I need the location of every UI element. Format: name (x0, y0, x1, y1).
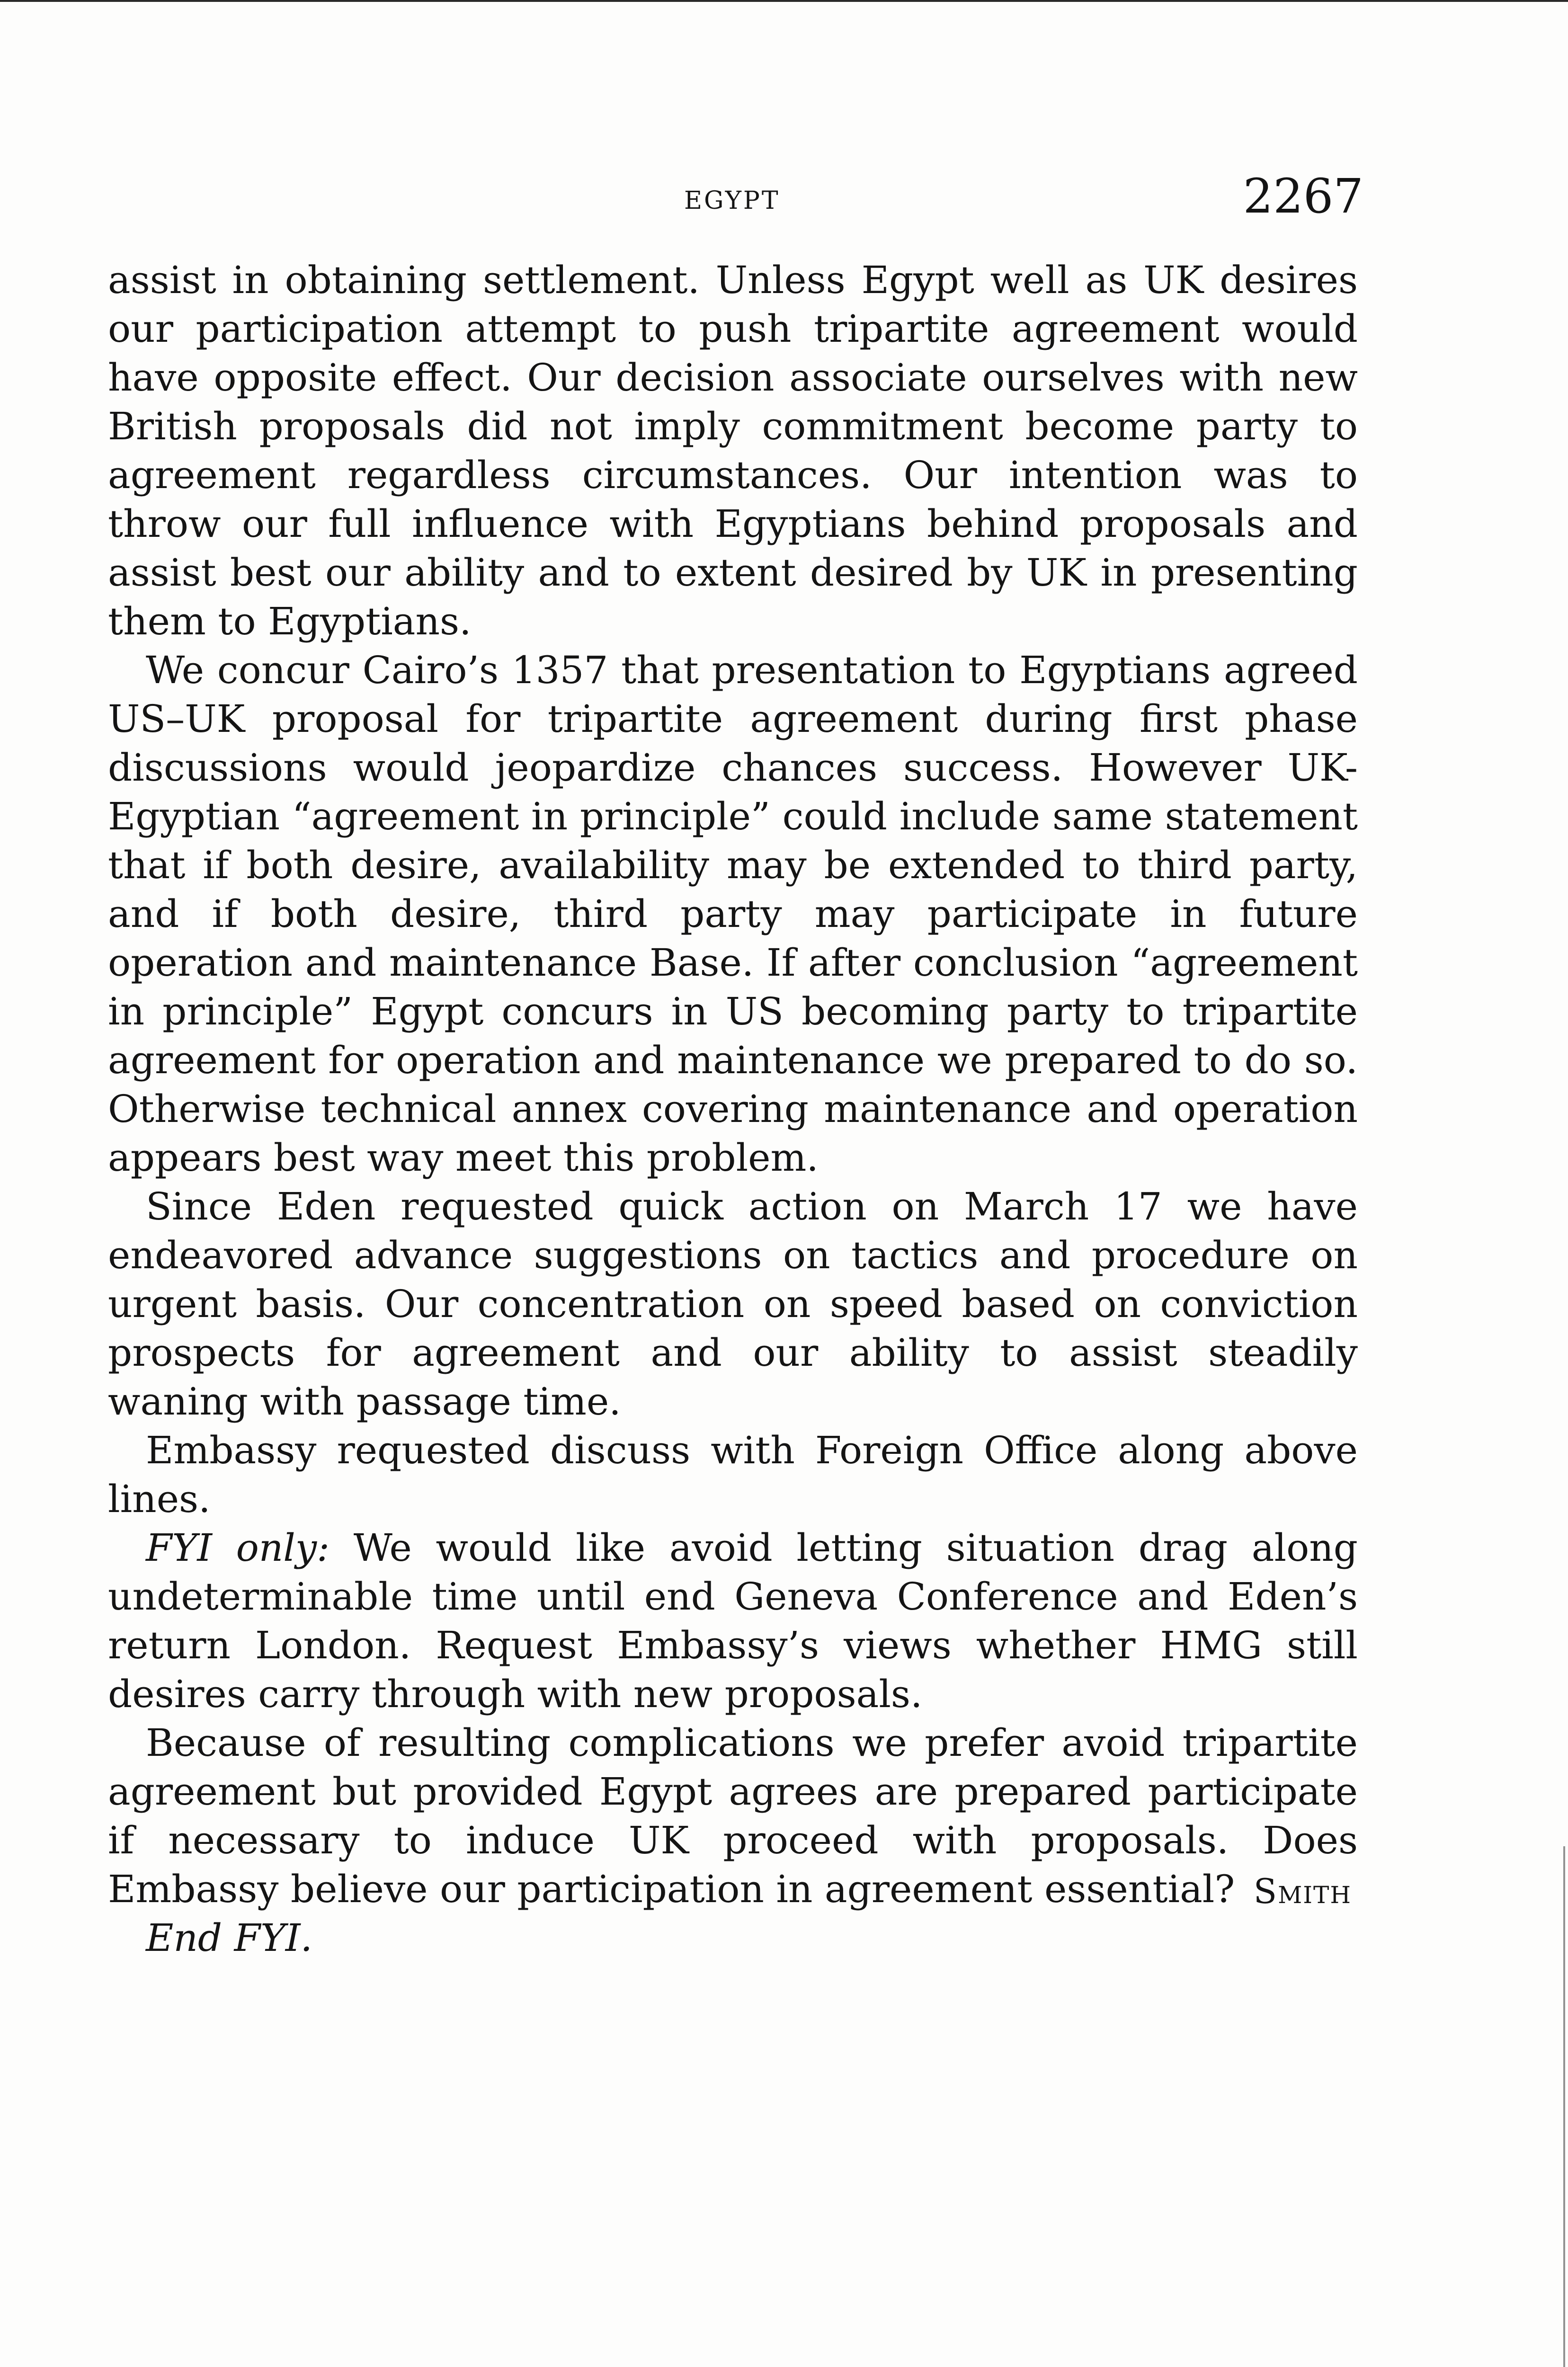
fyi-label: FYI only: (146, 1526, 330, 1570)
running-title: EGYPT (684, 187, 780, 215)
top-edge-rule (0, 0, 1568, 2)
paragraph-tripartite-preference: Because of resulting complications we prefer avoid tripartite agreement but provided Egypt agrees are prepared participate if necessary to induce UK proceed with proposals. Does Embassy believe our participation in agreement essential? (108, 1721, 1358, 1911)
page-number: 2267 (1243, 169, 1363, 224)
right-page-edge (1563, 1846, 1565, 2367)
running-header (0, 170, 1568, 227)
end-fyi-note: End FYI. (146, 1916, 312, 1960)
fyi-text: We would like avoid letting situation drag along undeterminable time until end Geneva Conference and Eden’s return London. Request Embassy’s views whether HMG still desires carry through with new proposals. (108, 1526, 1358, 1716)
paragraph-embassy-request: Embassy requested discuss with Foreign Office along above lines. (108, 1428, 1358, 1521)
paragraph-fyi (108, 1523, 1358, 1718)
body-text (108, 256, 1358, 1962)
signature: Smith (1253, 1871, 1352, 1911)
paragraph-continuation: assist in obtaining settlement. Unless Egypt well as UK desires our participation attempt to push tripartite agreement would have opposite effect. Our decision associate ourselves with new British proposals did not imply commitment become party to agreement regardless circumstances. Our intention was to throw our full influence with Egyptians behind proposals and assist best our ability and to extent desired by UK in presenting them to Egyptians. (108, 258, 1358, 643)
paragraph-cairo-1357: We concur Cairo’s 1357 that presentation to Egyptians agreed US–UK proposal for tripartite agreement during first phase discussions would jeopardize chances success. However UK-Egyptian “agreement in principle” could include same statement that if both desire, availability may be extended to third party, and if both desire, third party may participate in future operation and maintenance Base. If after conclusion “agreement in principle” Egypt concurs in US becoming party to tripartite agreement for operation and maintenance we prepared to do so. Otherwise technical annex covering maintenance and operation appears best way meet this problem. (108, 648, 1358, 1180)
paragraph-eden-request: Since Eden requested quick action on March 17 we have endeavored advance suggestions on tactics and procedure on urgent basis. Our concentration on speed based on conviction prospects for agreement and our ability to assist steadily waning with passage time. (108, 1184, 1358, 1424)
